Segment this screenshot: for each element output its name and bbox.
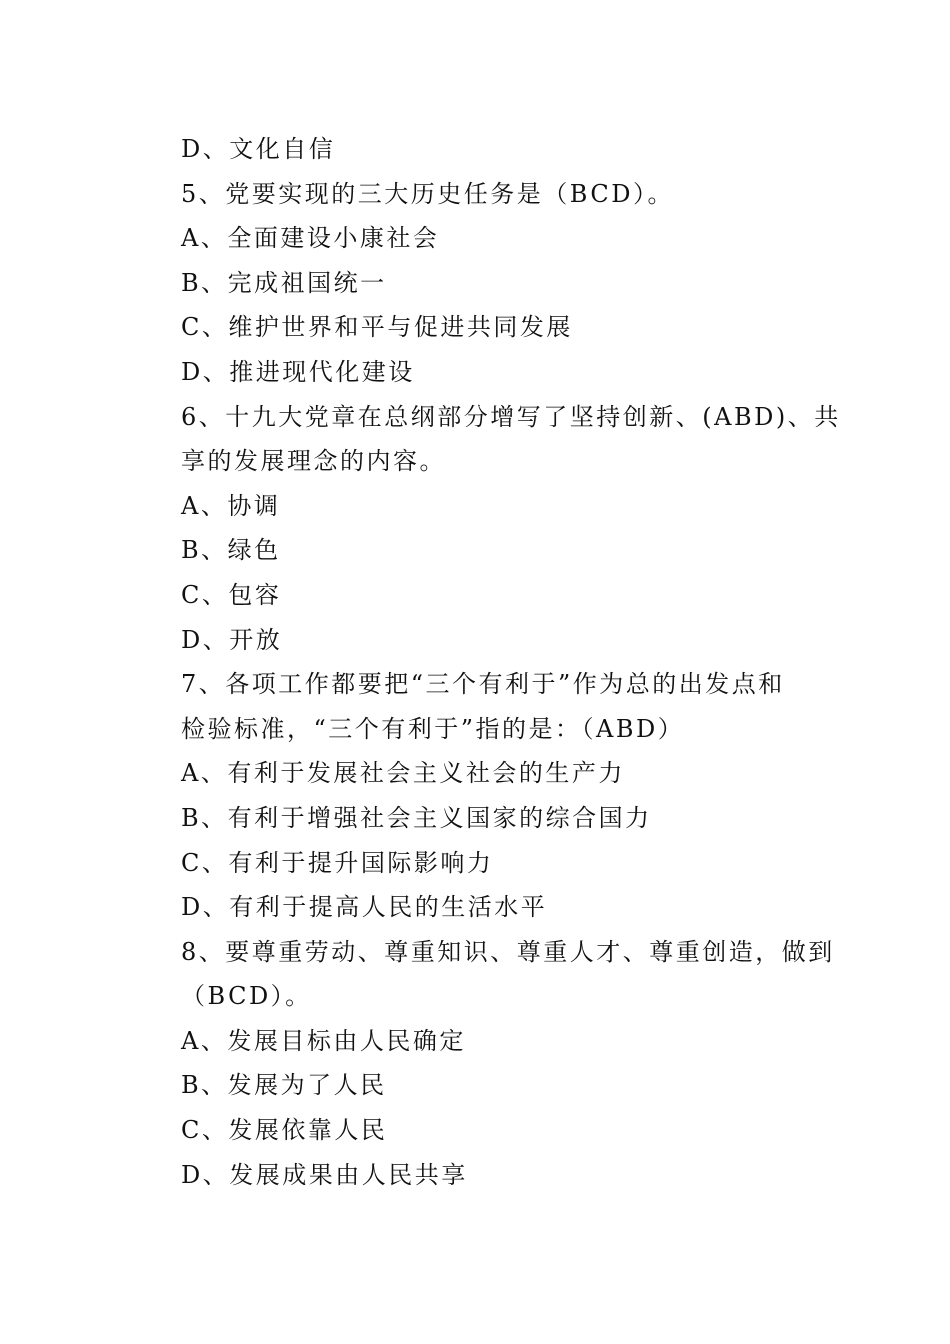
option-line: B、完成祖国统一 (181, 268, 387, 297)
option-line: C、发展依靠人民 (181, 1116, 388, 1145)
document-body (181, 127, 841, 1197)
option-line: A、协调 (181, 491, 281, 520)
question-line: 6、十九大党章在总纲部分增写了坚持创新、(ABD)、共 (181, 402, 841, 431)
option-line: C、有利于提升国际影响力 (181, 848, 494, 877)
question-line-continued: 检验标准，“三个有利于”指的是：（ABD） (181, 714, 685, 743)
option-line: D、开放 (181, 625, 283, 654)
option-line: C、包容 (181, 580, 282, 609)
option-line: A、全面建设小康社会 (181, 224, 440, 253)
question-line: 7、各项工作都要把“三个有利于”作为总的出发点和 (181, 670, 785, 699)
option-line: A、发展目标由人民确定 (181, 1026, 466, 1055)
option-line: C、维护世界和平与促进共同发展 (181, 313, 573, 342)
question-line: 8、要尊重劳动、尊重知识、尊重人才、尊重创造，做到 (181, 937, 835, 966)
option-line: A、有利于发展社会主义社会的生产力 (181, 759, 625, 788)
option-line: B、发展为了人民 (181, 1071, 387, 1100)
option-line: D、发展成果由人民共享 (181, 1160, 468, 1189)
option-line: B、有利于增强社会主义国家的综合国力 (181, 803, 652, 832)
option-line: D、文化自信 (181, 135, 336, 163)
option-line: D、推进现代化建设 (181, 357, 415, 386)
option-line: B、绿色 (181, 536, 281, 565)
option-line: D、有利于提高人民的生活水平 (181, 893, 548, 922)
question-line-continued: 享的发展理念的内容。 (181, 447, 446, 476)
question-line-continued: （BCD）。 (181, 982, 312, 1011)
question-line: 5、党要实现的三大历史任务是（BCD）。 (181, 179, 674, 208)
